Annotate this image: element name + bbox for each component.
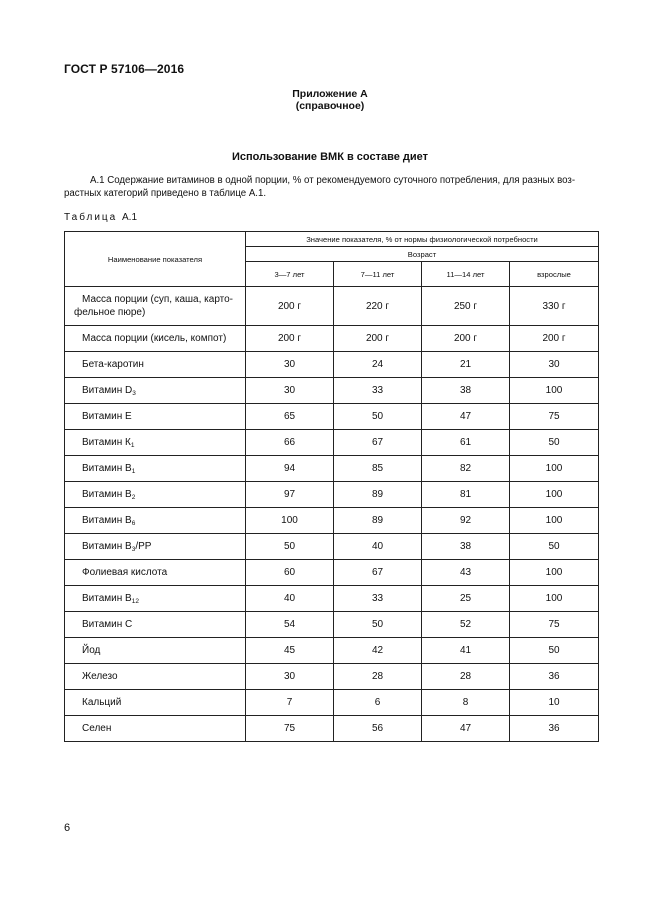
age-group-header: 7—11 лет	[334, 262, 422, 287]
row-name-text: Масса порции (кисель, компот)	[82, 333, 227, 344]
cell-value: 100	[510, 456, 599, 482]
table-row	[65, 586, 599, 612]
row-name	[65, 482, 246, 508]
row-name-text: Витамин С	[82, 619, 133, 630]
row-name	[65, 586, 246, 612]
cell-value: 92	[422, 508, 510, 534]
cell-value: 330 г	[510, 287, 599, 326]
cell-value: 25	[422, 586, 510, 612]
cell-value: 36	[510, 664, 599, 690]
row-name	[65, 508, 246, 534]
row-name-text: Бета-каротин	[82, 359, 144, 370]
cell-value: 30	[246, 352, 334, 378]
row-name	[65, 664, 246, 690]
cell-value: 42	[334, 638, 422, 664]
table-row	[65, 456, 599, 482]
page-number: 6	[64, 822, 71, 834]
row-name	[65, 326, 246, 352]
cell-value: 81	[422, 482, 510, 508]
cell-value: 220 г	[334, 287, 422, 326]
row-name-text: Витамин В	[82, 515, 132, 526]
row-name	[65, 456, 246, 482]
row-name-subscript: 1	[131, 468, 136, 475]
cell-value: 33	[334, 378, 422, 404]
cell-value: 28	[422, 664, 510, 690]
cell-value: 50	[510, 430, 599, 456]
cell-value: 200 г	[510, 326, 599, 352]
row-name-text: Витамин Е	[82, 411, 132, 422]
cell-value: 200 г	[422, 326, 510, 352]
cell-value: 200 г	[246, 326, 334, 352]
cell-value: 24	[334, 352, 422, 378]
age-group-header: 3—7 лет	[246, 262, 334, 287]
cell-value: 89	[334, 508, 422, 534]
cell-value: 100	[510, 560, 599, 586]
row-name-subscript: 3	[132, 390, 136, 397]
row-name	[65, 560, 246, 586]
table-row	[65, 716, 599, 742]
cell-value: 100	[510, 586, 599, 612]
cell-value: 45	[246, 638, 334, 664]
row-name-text: Селен	[82, 723, 112, 734]
cell-value: 8	[422, 690, 510, 716]
row-name	[65, 534, 246, 560]
table-row	[65, 508, 599, 534]
row-name-line2: фельное пюре)	[74, 307, 146, 318]
paragraph-line-1: А.1 Содержание витаминов в одной порции, % от рекомендуемого суточного потребления, для разных воз-	[90, 175, 576, 186]
table-row	[65, 638, 599, 664]
cell-value: 250 г	[422, 287, 510, 326]
cell-value: 50	[510, 534, 599, 560]
age-group-header: взрослые	[510, 262, 599, 287]
cell-value: 60	[246, 560, 334, 586]
table-row	[65, 287, 599, 326]
cell-value: 100	[510, 508, 599, 534]
cell-value: 7	[246, 690, 334, 716]
cell-value: 50	[246, 534, 334, 560]
cell-value: 40	[246, 586, 334, 612]
standard-designation: ГОСТ Р 57106—2016	[64, 62, 185, 76]
cell-value: 50	[334, 612, 422, 638]
cell-value: 38	[422, 534, 510, 560]
table-row	[65, 612, 599, 638]
cell-value: 30	[510, 352, 599, 378]
cell-value: 36	[510, 716, 599, 742]
row-name-text: Железо	[82, 671, 118, 682]
cell-value: 38	[422, 378, 510, 404]
column-header-value: Значение показателя, % от нормы физиологической потребности	[246, 232, 599, 247]
row-name-subscript: 1	[130, 442, 135, 449]
cell-value: 47	[422, 716, 510, 742]
row-name-suffix: /PP	[135, 541, 152, 552]
cell-value: 61	[422, 430, 510, 456]
row-name-subscript: 12	[131, 598, 139, 605]
cell-value: 67	[334, 430, 422, 456]
table-row	[65, 378, 599, 404]
row-name-subscript: 6	[131, 520, 136, 527]
cell-value: 6	[334, 690, 422, 716]
cell-value: 50	[334, 404, 422, 430]
cell-value: 10	[510, 690, 599, 716]
table-row	[65, 560, 599, 586]
cell-value: 200 г	[246, 287, 334, 326]
cell-value: 200 г	[334, 326, 422, 352]
cell-value: 75	[246, 716, 334, 742]
paragraph-line-2: растных категорий приведено в таблице А.1.	[64, 188, 267, 199]
row-name-text: Фолиевая кислота	[82, 567, 168, 578]
row-name	[65, 716, 246, 742]
cell-value: 82	[422, 456, 510, 482]
table-row	[65, 430, 599, 456]
cell-value: 50	[510, 638, 599, 664]
vitamin-table	[64, 231, 599, 742]
table-caption-word: Таблица	[64, 212, 118, 223]
column-header-age: Возраст	[246, 247, 599, 262]
row-name-text: Витамин D	[82, 385, 133, 396]
row-name-subscript: 3	[131, 546, 136, 553]
annex-type: (справочное)	[295, 100, 365, 112]
row-name	[65, 287, 246, 326]
table-caption	[64, 212, 137, 223]
row-name-text: Витамин В	[82, 541, 132, 552]
cell-value: 41	[422, 638, 510, 664]
table-row	[65, 482, 599, 508]
table-row	[65, 352, 599, 378]
annex-title: Приложение А	[292, 88, 368, 100]
cell-value: 28	[334, 664, 422, 690]
table-row	[65, 534, 599, 560]
row-name	[65, 690, 246, 716]
row-name-text: Витамин В	[82, 593, 132, 604]
table-caption-number: А.1	[122, 212, 138, 223]
table-row	[65, 664, 599, 690]
cell-value: 47	[422, 404, 510, 430]
row-name-text: Кальций	[82, 697, 122, 708]
cell-value: 33	[334, 586, 422, 612]
cell-value: 89	[334, 482, 422, 508]
cell-value: 65	[246, 404, 334, 430]
cell-value: 75	[510, 404, 599, 430]
cell-value: 75	[510, 612, 599, 638]
cell-value: 94	[246, 456, 334, 482]
row-name	[65, 638, 246, 664]
row-name-text: Масса порции (суп, каша, карто-	[82, 294, 234, 305]
row-name	[65, 430, 246, 456]
cell-value: 56	[334, 716, 422, 742]
cell-value: 97	[246, 482, 334, 508]
table-row	[65, 690, 599, 716]
column-header-name: Наименование показателя	[65, 232, 246, 287]
age-group-header: 11—14 лет	[422, 262, 510, 287]
row-name-text: Витамин В	[82, 489, 132, 500]
cell-value: 30	[246, 664, 334, 690]
cell-value: 43	[422, 560, 510, 586]
row-name-subscript: 2	[131, 494, 136, 501]
cell-value: 66	[246, 430, 334, 456]
row-name-text: Йод	[82, 645, 101, 656]
row-name	[65, 404, 246, 430]
cell-value: 30	[246, 378, 334, 404]
cell-value: 67	[334, 560, 422, 586]
cell-value: 100	[510, 378, 599, 404]
cell-value: 54	[246, 612, 334, 638]
row-name	[65, 378, 246, 404]
cell-value: 21	[422, 352, 510, 378]
row-name	[65, 612, 246, 638]
cell-value: 52	[422, 612, 510, 638]
row-name-text: Витамин К	[82, 437, 131, 448]
table-row	[65, 326, 599, 352]
cell-value: 85	[334, 456, 422, 482]
table-row	[65, 404, 599, 430]
cell-value: 100	[510, 482, 599, 508]
cell-value: 40	[334, 534, 422, 560]
row-name-text: Витамин В	[82, 463, 132, 474]
cell-value: 100	[246, 508, 334, 534]
section-title: Использование ВМК в составе диет	[232, 151, 428, 163]
row-name	[65, 352, 246, 378]
